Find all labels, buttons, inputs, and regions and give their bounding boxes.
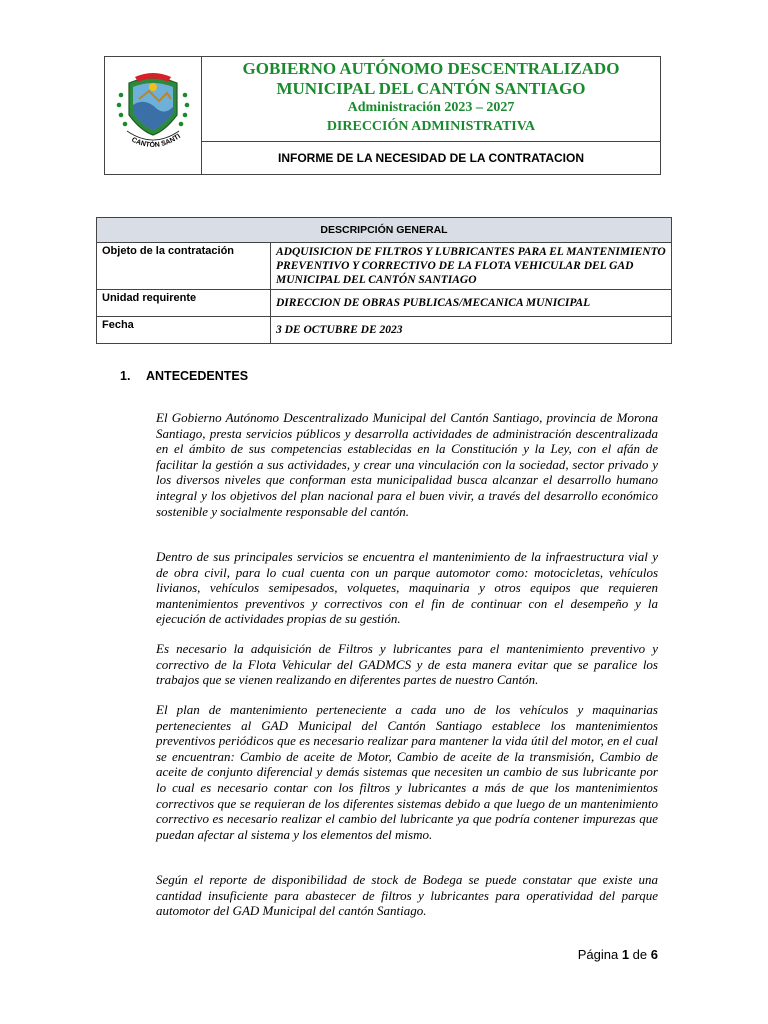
- row-value: 3 DE OCTUBRE DE 2023: [271, 317, 672, 344]
- page-label: Página: [577, 947, 619, 962]
- row-label: Objeto de la contratación: [97, 243, 271, 290]
- table-row: [97, 317, 672, 344]
- general-description-table: [96, 217, 672, 344]
- page-total: 6: [650, 947, 658, 962]
- institution-title-line2: MUNICIPAL DEL CANTÓN SANTIAGO: [276, 79, 586, 98]
- paragraph: El plan de mantenimiento perteneciente a cada uno de los vehículos y maquinarias pertenecientes al GAD Municipal del Cantón Santiago establece los mantenimientos preventivos periódicos que es necesario realizar para mantener la vida útil del motor, en el cual se encuentran: Cambio de aceite de Motor, Cambio de aceite de la transmisión, Cambio de aceite de conjunto diferencial y demás sistemas que necesiten un cambio de sus lubricante por lo cual es necesario contar con los filtros y lubricantes a más de que los mantenimientos correctivos que se requieran de los diferentes sistemas debido a que luego de un mantenimiento correctivo es necesario realizar el cambio del lubricante ya que podría contener impurezas que puedan afectar al sistema y los elementos del mismo.: [156, 702, 658, 842]
- page-of: de: [632, 947, 648, 962]
- table-heading: DESCRIPCIÓN GENERAL: [97, 218, 672, 243]
- table-row: [97, 243, 672, 290]
- institution-title-line1: GOBIERNO AUTÓNOMO DESCENTRALIZADO: [242, 59, 620, 78]
- paragraph: El Gobierno Autónomo Descentralizado Municipal del Cantón Santiago, provincia de Morona Santiago, presta servicios públicos y desarrolla actividades de administración descentralizada en el ámbito de sus competencias establecidas en la Constitución y la Ley, con el afán de facilitar la gestión a sus actividades, y crear una vinculación con la sociedad, sector privado y los diversos niveles que conforman esta municipalidad busca alcanzar el desarrollo humano integral y los objetivos del plan nacional para el buen vivir, a través del desarrollo económico sostenible y socialmente responsable del cantón.: [156, 410, 658, 519]
- title-cell: [202, 57, 660, 142]
- row-label: Unidad requirente: [97, 290, 271, 317]
- section-number: 1.: [120, 369, 131, 383]
- paragraph: Dentro de sus principales servicios se encuentra el mantenimiento de la infraestructura vial y de obra civil, para lo cual cuenta con un parque automotor como: motocicletas, vehículos livianos, vehículos semipesados, volquetes, maquinaria y otros equipos que requieren mantenimientos preventivos y correctivos con el fin de continuar con el desempeño y la ejecución de actividades propias de su gestión.: [156, 549, 658, 627]
- document-header: [104, 56, 661, 175]
- paragraph: Según el reporte de disponibilidad de stock de Bodega se puede constatar que existe una cantidad insuficiente para abastecer de filtros y lubricantes para operatividad del parque automotor del GAD Municipal del cantón Santiago.: [156, 872, 658, 919]
- logo-text: CANTÓN SANTI: [130, 133, 182, 150]
- direction-name: DIRECCIÓN ADMINISTRATIVA: [326, 119, 536, 134]
- report-title: INFORME DE LA NECESIDAD DE LA CONTRATACION: [278, 151, 584, 165]
- row-value: ADQUISICION DE FILTROS Y LUBRICANTES PARA EL MANTENIMIENTO PREVENTIVO Y CORRECTIVO DE LA FLOTA VEHICULAR DEL GAD MUNICIPAL DEL CANTÓN SANTIAGO: [271, 243, 672, 290]
- paragraph: Es necesario la adquisición de Filtros y lubricantes para el mantenimiento preventivo y correctivo de la Flota Vehicular del GADMCS y de esta manera evitar que se paralice los trabajos que se vienen realizando en diferentes partes de nuestro Cantón.: [156, 641, 658, 688]
- row-label: Fecha: [97, 317, 271, 344]
- section-title: ANTECEDENTES: [146, 369, 249, 383]
- page-current: 1: [621, 947, 630, 962]
- logo-cell: [105, 57, 202, 174]
- municipal-seal-logo: [105, 57, 202, 174]
- row-value: DIRECCION DE OBRAS PUBLICAS/MECANICA MUNICIPAL: [271, 290, 672, 317]
- page-number: [578, 947, 658, 962]
- section-heading: [120, 369, 248, 383]
- table-row: [97, 290, 672, 317]
- administration-period: Administración 2023 – 2027: [347, 100, 515, 115]
